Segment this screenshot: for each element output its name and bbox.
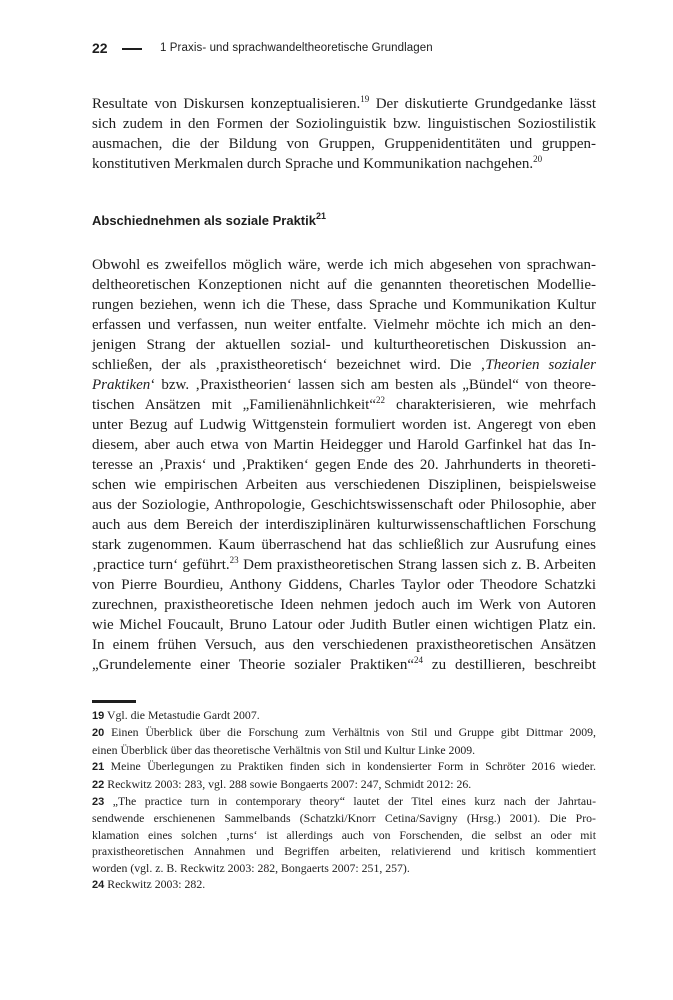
italic-term: Praktiken — [92, 377, 151, 393]
text-line: deltheoretischen Konzeptionen nicht auf die genannten theoretischen Modellie- — [92, 277, 596, 293]
text-line: ‚practice turn‘ geführt.$^{23}$ Dem praxistheoretischen Strang lassen sich z. B. Arbeiten — [92, 555, 597, 573]
text-line: von Pierre Bourdieu, Anthony Giddens, Charles Taylor oder Theodore Schatzki — [92, 577, 596, 593]
footnote-21: 21 Meine Überlegungen zu Praktiken finden sich in kondensierter Form in Schröter 2016 wieder. — [92, 759, 596, 774]
footnote-19: 19 Vgl. die Metastudie Gardt 2007. — [92, 708, 260, 722]
footnote-ref-22[interactable]: 22 — [375, 395, 385, 405]
footnote-23-cont: sendwende erschienenen Sammelbands (Schatzki/Knorr Cetina/Savigny (Hrsg.) 2001). Die Pro- — [92, 811, 596, 826]
text-line: auch aus dem Bereich der interdisziplinären kulturwissenschaftlichen Forschung — [92, 517, 596, 533]
text-line: tischen Ansätzen mit „Familienähnlichkeit“$^{22}$ charakterisieren, wie mehrfach — [92, 395, 597, 413]
text-line: Praktiken‘ bzw. ‚Praxistheorien‘ lassen sich am besten als „Bündel“ von theore- — [92, 377, 596, 393]
footnote-23: 23 „The practice turn in contemporary theory“ lautet der Titel eines kurz nach der Jahrtau- — [92, 794, 596, 809]
text-line: aus der Soziologie, Anthropologie, Geschichtswissenschaft oder Philosophie, aber — [92, 497, 596, 513]
footnote-20-cont: einen Überblick über das theoretische Verhältnis von Stil und Kultur Linke 2009. — [92, 742, 476, 757]
text-line: zurechnen, praxistheoretische Ideen nehmen jedoch auch im Werk von Autoren — [92, 597, 596, 613]
text-line: wie Michel Foucault, Bruno Latour oder Judith Butler einen wichtigen Platz ein. — [92, 617, 596, 633]
italic-term: Theorien sozialer — [485, 357, 596, 373]
text-line: Resultate von Diskursen konzeptualisieren.$^{19}$ Der diskutierte Grundgedanke lässt — [92, 94, 596, 112]
body-paragraph — [92, 255, 596, 675]
footnote-ref-21[interactable]: 21 — [315, 211, 326, 221]
footnote-number: 23 — [92, 796, 105, 809]
text-line: Obwohl es zweifellos möglich wäre, werde ich mich abgesehen von sprachwan- — [92, 257, 596, 273]
footnote-24: 24 Reckwitz 2003: 282. — [92, 877, 206, 892]
footnote-ref-19[interactable]: 19 — [360, 94, 370, 104]
text-line: unter Bezug auf Ludwig Wittgenstein formuliert worden ist. Angeregt von eben — [92, 417, 596, 433]
text-line: „Grundelemente einer Theorie sozialer Praktiken“$^{24}$ zu destillieren, beschreibt — [92, 655, 596, 673]
footnote-20: 20 Einen Überblick über die Forschung zum Verhältnis von Stil und Gruppe gibt Dittmar 2009, — [92, 725, 597, 740]
text-line: diesem, aber auch etwa von Martin Heidegger und Harold Garfinkel hat das In- — [92, 437, 596, 453]
footnote-ref-20[interactable]: 20 — [533, 154, 543, 164]
text-line: konstitutiven Merkmalen durch Sprache und Kommunikation nachgehen.$^{20}$ — [92, 154, 543, 172]
footnote-separator — [92, 700, 136, 703]
page-number: 22 — [92, 40, 108, 56]
running-title: 1 Praxis- und sprachwandeltheoretische Grundlagen — [160, 42, 433, 54]
footnote-number: 20 — [92, 727, 105, 740]
text-line: erfassen und verfassen, nun weiter entfalte. Vielmehr möchte ich mich an den- — [92, 317, 596, 333]
text-line: ausmachen, die der Bildung von Gruppen, Gruppenidentitäten und gruppen- — [92, 136, 596, 152]
footnote-23-cont: klamation eines solchen ‚turns‘ ist allerdings auch von Forschenden, die selbst an oder mit — [92, 827, 596, 842]
text-line: In einem frühen Versuch, aus den verschiedenen praxistheoretischen Ansätzen — [92, 637, 596, 653]
text-line: jenigen Strang der aktuellen sozial- und kulturtheoretischen Diskussion an- — [92, 337, 596, 353]
header-rule — [122, 48, 142, 50]
text-line: sich zudem in den Formen der Soziolinguistik bzw. linguistischen Soziostilistik — [92, 116, 596, 132]
text-line: rungen beziehen, wenn ich die These, dass Sprache und Kommunikation Kultur — [92, 297, 596, 313]
footnote-number: 19 — [92, 710, 105, 722]
footnote-22: 22 Reckwitz 2003: 283, vgl. 288 sowie Bongaerts 2007: 247, Schmidt 2012: 26. — [92, 776, 472, 791]
footnotes — [92, 707, 596, 893]
text-line: stark zugenommen. Kaum überraschend hat das schließlich zur Ausrufung eines — [92, 537, 596, 553]
section-heading: Abschiednehmen als soziale Praktik$^{21}$ — [92, 211, 326, 228]
text-line: teresse an ‚Praxis‘ und ‚Praktiken‘ gegen Ende des 20. Jahrhunderts in theoreti- — [92, 457, 596, 473]
running-header — [92, 40, 592, 58]
footnote-ref-24[interactable]: 24 — [414, 655, 423, 665]
footnote-number: 22 — [92, 778, 105, 791]
text-line: schließen, der als ‚praxistheoretisch‘ bezeichnet wird. Die ‚Theorien sozialer — [92, 357, 596, 373]
footnote-number: 24 — [92, 879, 105, 892]
text-line: schen wie empirischen Arbeiten aus verschiedenen Disziplinen, beispielsweise — [92, 477, 596, 493]
footnote-23-cont: worden (vgl. z. B. Reckwitz 2003: 282, Bongaerts 2007: 251, 257). — [92, 860, 410, 875]
footnote-23-cont: praxistheoretischen Annahmen und Begriffen arbeiten, relativierend und kritisch kommentiert — [92, 844, 596, 859]
footnote-number: 21 — [92, 761, 105, 774]
intro-paragraph — [92, 94, 596, 174]
footnote-ref-23[interactable]: 23 — [229, 555, 239, 565]
